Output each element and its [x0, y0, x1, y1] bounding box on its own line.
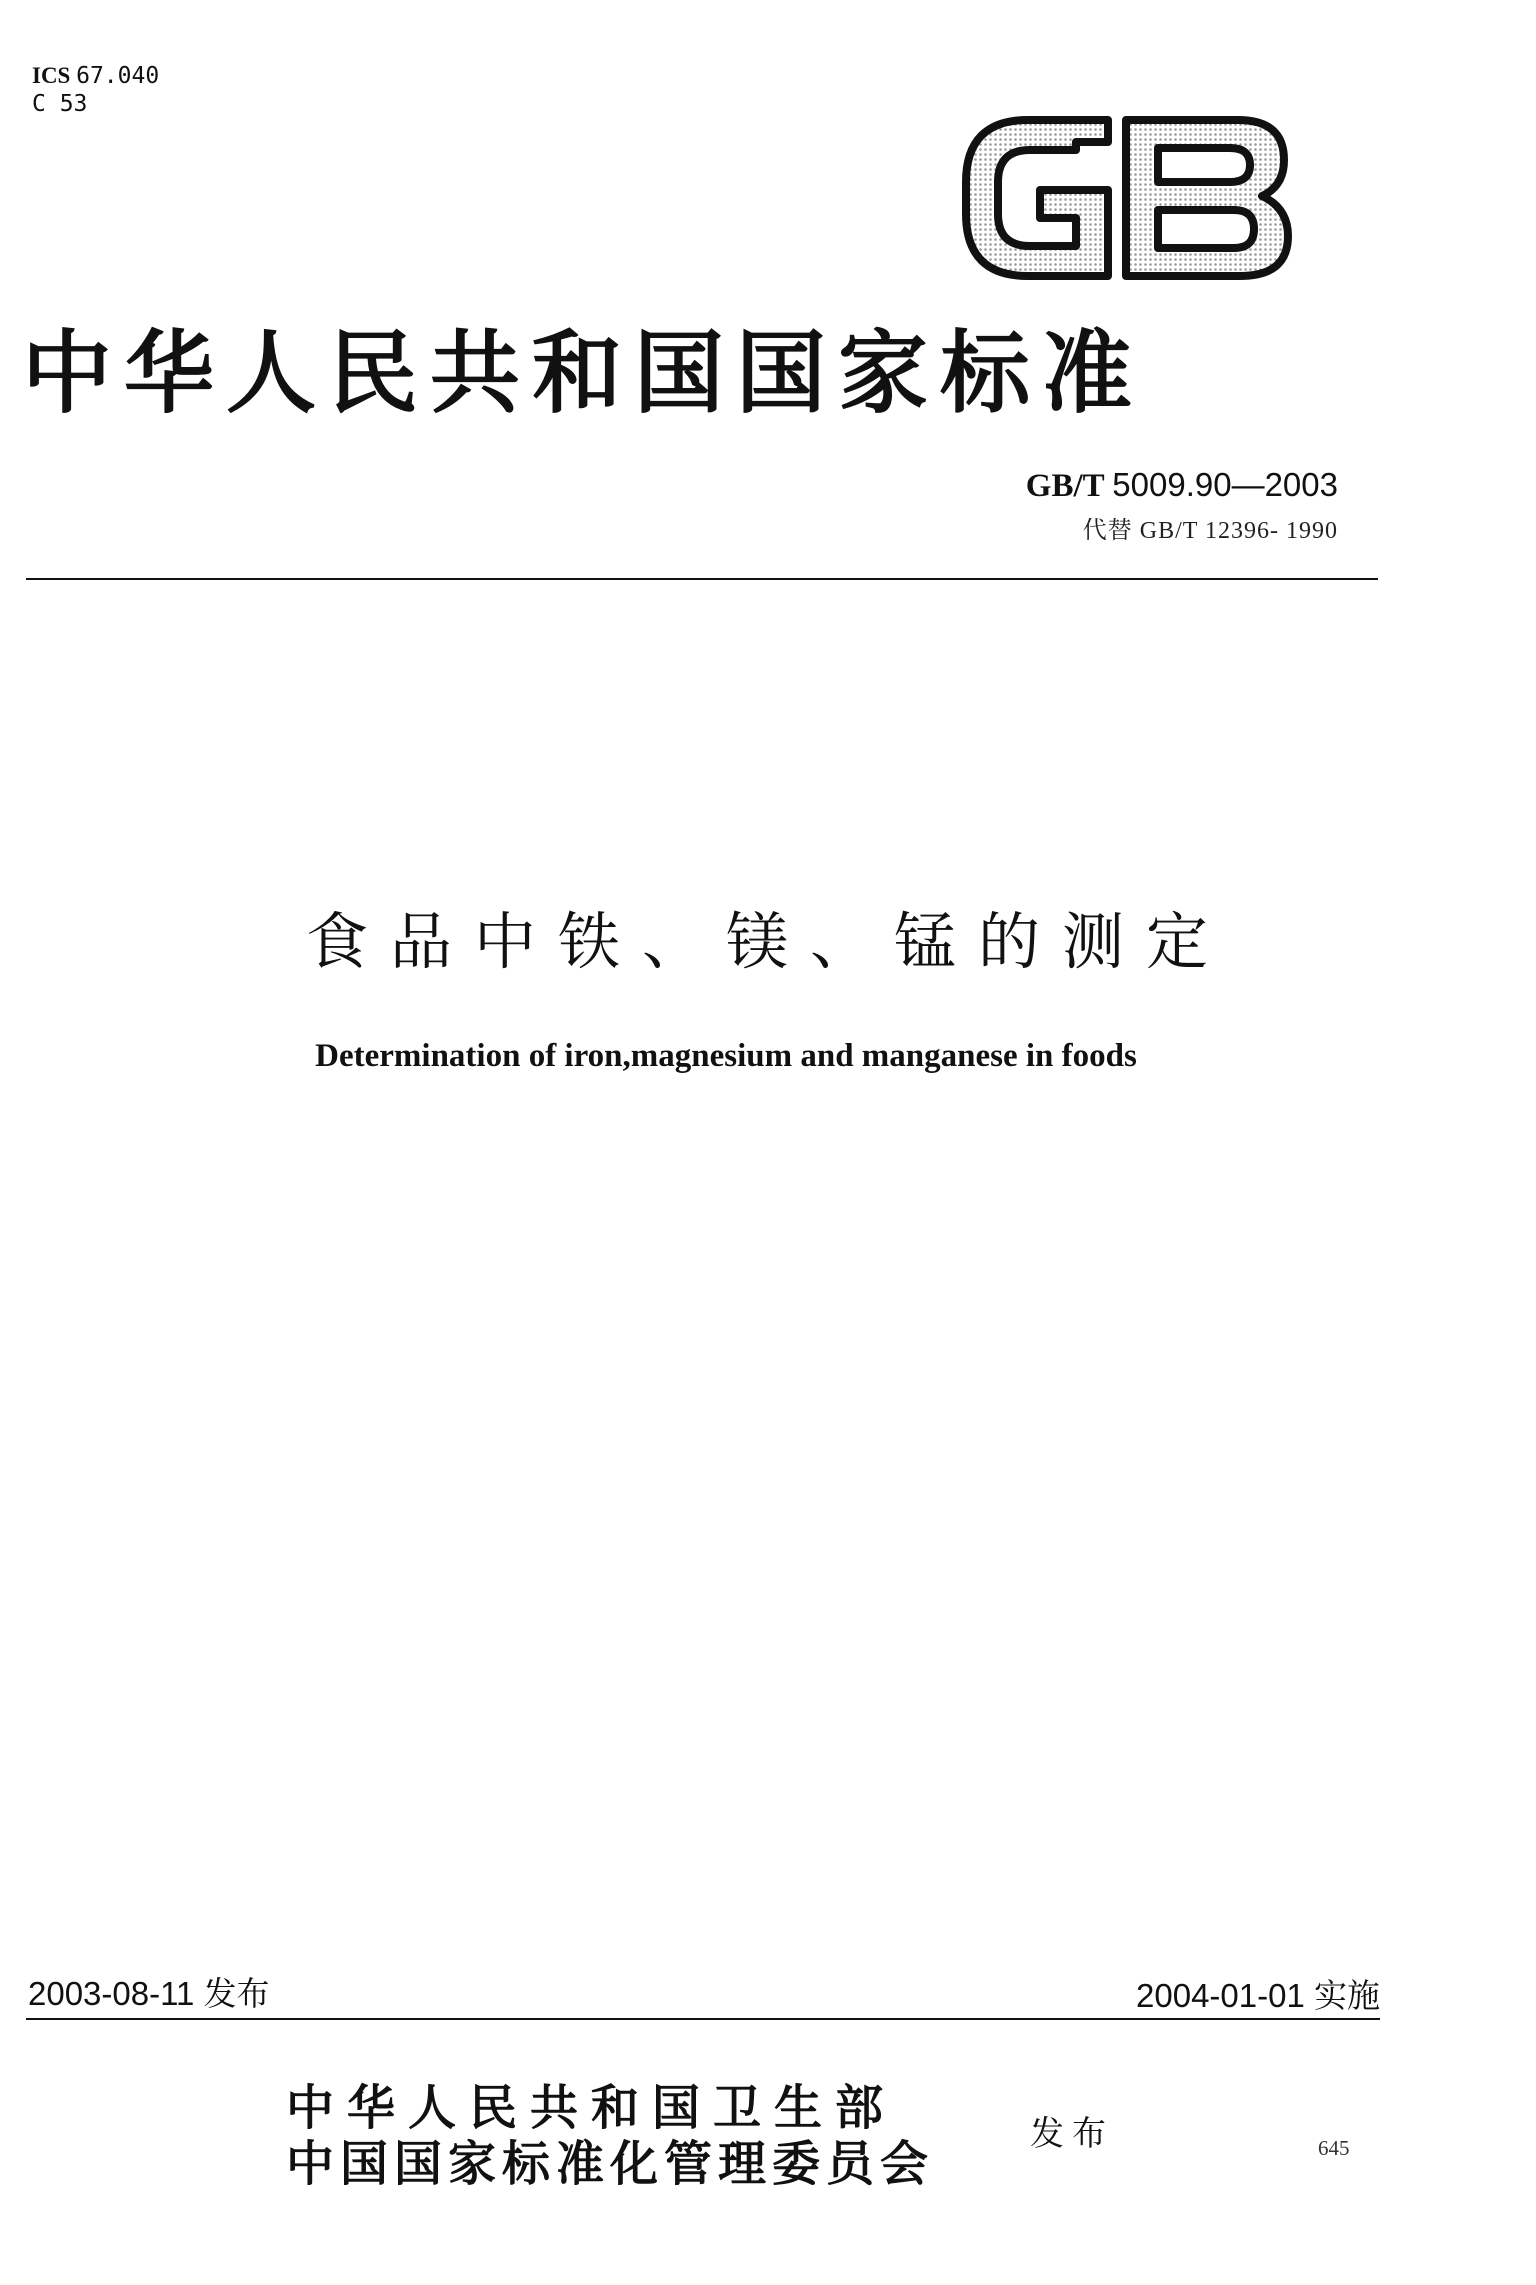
standard-prefix: GB/T	[1025, 468, 1105, 504]
page-number: 645	[1318, 2136, 1350, 2160]
replaces-standard: 代替 GB/T 12396- 1990	[1082, 518, 1338, 544]
ccs-code: C 53	[32, 91, 88, 117]
gb-logo	[958, 112, 1293, 284]
standard-number	[1026, 466, 1338, 505]
issuer-standardization-administration: 中国国家标准化管理委员会	[286, 2136, 935, 2192]
document-title-english: Determination of iron,magnesium and manganese in foods	[315, 1038, 1137, 1074]
issued-label: 发布	[1030, 2114, 1114, 2154]
implementation-date: 2004-01-01 实施	[1136, 1977, 1380, 2014]
ics-line	[32, 62, 159, 90]
logo-text: GB	[958, 112, 960, 113]
ics-label: ICS	[32, 63, 71, 88]
ics-code: 67.040	[76, 63, 160, 89]
issue-date: 2003-08-11 发布	[28, 1975, 270, 2012]
document-title-chinese: 食品中铁、镁、锰的测定	[305, 905, 1230, 978]
issuer-ministry-of-health: 中华人民共和国卫生部	[286, 2080, 897, 2136]
top-divider	[26, 578, 1378, 580]
issuing-authorities	[286, 2080, 934, 2192]
bottom-divider	[26, 2018, 1380, 2020]
national-standard-title: 中华人民共和国国家标准	[22, 320, 1144, 426]
standard-code: 5009.90—2003	[1112, 466, 1338, 503]
classification-codes	[32, 62, 159, 118]
